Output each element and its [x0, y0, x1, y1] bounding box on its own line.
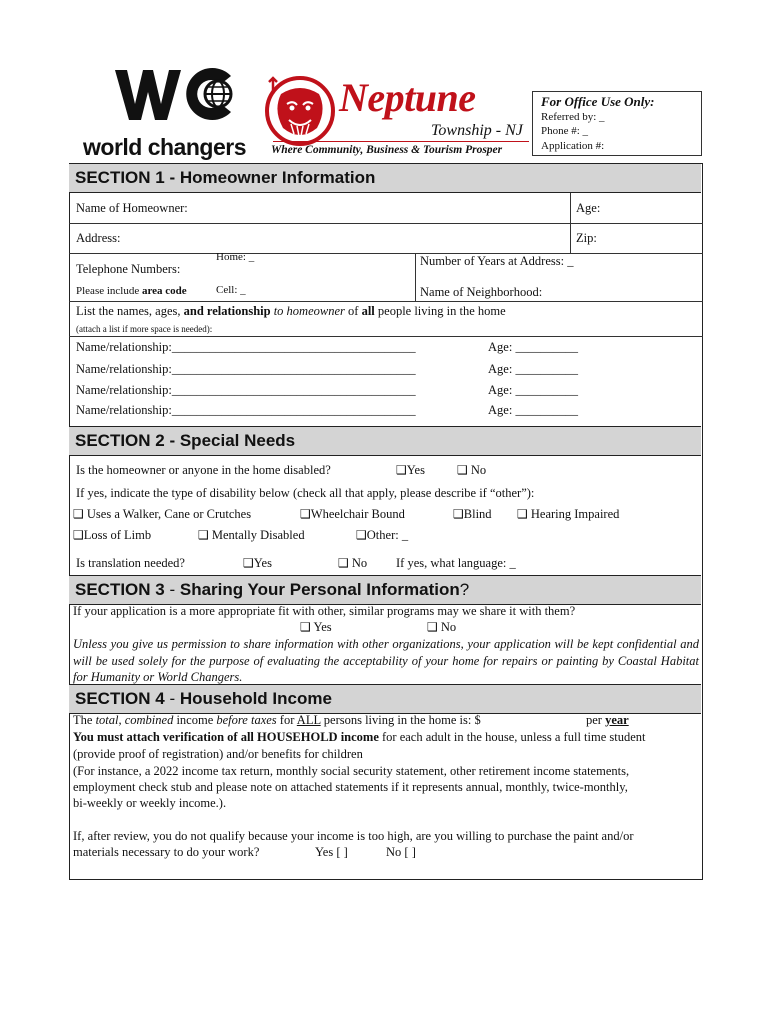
office-phone[interactable]: Phone #: _ — [541, 125, 589, 137]
row-label: Name/relationship: — [76, 403, 172, 417]
row-label: Name/relationship: — [76, 340, 172, 354]
option-label: Blind — [463, 507, 492, 521]
sharing-question: If your application is a more appropriate fit with other, similar programs may we share it with them? — [73, 604, 576, 618]
home-phone-field[interactable]: Home: _ — [216, 251, 255, 263]
verify-line-2: (provide proof of registration) and/or benefits for children — [73, 747, 363, 761]
option-label: No — [470, 463, 487, 477]
row-label: Name/relationship: — [76, 383, 172, 397]
address-field[interactable]: Address: — [76, 231, 121, 245]
option-label: Loss of Limb — [83, 528, 152, 542]
checkbox-icon[interactable]: ❑ — [73, 507, 84, 521]
limb-option[interactable] — [73, 528, 151, 543]
option-label: Yes — [313, 620, 332, 634]
checkbox-icon[interactable]: ❑ — [300, 507, 311, 521]
section1-header — [69, 163, 701, 193]
disability-type-question: If yes, indicate the type of disability below (check all that apply, please describe if “other”): — [76, 486, 535, 500]
option-label: Uses a Walker, Cane or Crutches — [86, 507, 252, 521]
age-input[interactable]: __________ — [515, 383, 578, 397]
office-referred[interactable]: Referred by: _ — [541, 110, 605, 123]
sharing-disclaimer: Unless you give us permission to share information with other organizations, your application will be kept confidential and will be used solely for the purpose of evaluating the acceptability of your home for repairs or painting by Coastal Habitat for Humanity or World Changers. — [73, 637, 699, 684]
inc-p2: total, combined — [95, 713, 174, 727]
area-code-bold: area code — [141, 285, 187, 297]
household-list-instructions — [76, 304, 506, 319]
verify-line — [73, 730, 646, 745]
neptune-logo — [261, 74, 531, 159]
verify-rest: for each adult in the house, unless a full time student — [378, 730, 646, 744]
sharing-no-option[interactable] — [427, 620, 456, 635]
list-p5: all — [361, 304, 375, 318]
section4-title-2: Household Income — [179, 689, 332, 708]
checkbox-icon[interactable]: ❑ — [453, 507, 464, 521]
option-label: Yes — [406, 463, 425, 477]
section1-title: SECTION 1 - Homeowner Information — [75, 168, 376, 187]
section2-title: SECTION 2 - Special Needs — [75, 431, 296, 450]
section3-title-1: SECTION 3 — [75, 580, 165, 599]
neptune-sub: Township - NJ — [431, 122, 523, 139]
row-age-label: Age: — [488, 340, 513, 354]
neptune-tagline: Where Community, Business & Tourism Prosper — [271, 144, 503, 156]
office-use-box — [532, 91, 702, 156]
income-line — [73, 713, 481, 728]
verify-bold: You must attach verification of all HOUSEHOLD income — [73, 730, 379, 744]
option-label: Hearing Impaired — [530, 507, 620, 521]
hearing-option[interactable] — [517, 507, 619, 522]
inc-p5: for — [276, 713, 297, 727]
list-p2: and relationship — [183, 304, 271, 318]
other-option[interactable] — [356, 528, 408, 543]
section3-dash: - — [164, 580, 180, 599]
checkbox-icon[interactable]: ❑ — [427, 620, 438, 634]
translation-question: Is translation needed? — [76, 556, 185, 570]
paint-question-2: materials necessary to do your work? — [73, 845, 260, 859]
section3-title-q: ? — [459, 580, 470, 599]
inc-p3: income — [173, 713, 217, 727]
list-p4: of — [344, 304, 362, 318]
paint-no-option[interactable]: No [ ] — [386, 845, 416, 859]
option-label: Wheelchair Bound — [310, 507, 405, 521]
example-line-2: employment check stub and please note on attached statements if it represents annual, monthly, twice-monthly, — [73, 780, 628, 794]
attach-note: (attach a list if more space is needed): — [76, 324, 213, 334]
homeowner-name-field[interactable]: Name of Homeowner: — [76, 201, 188, 215]
world-changers-logo — [83, 66, 253, 161]
option-label: Yes — [253, 556, 272, 570]
option-label: No — [351, 556, 368, 570]
checkbox-icon[interactable]: ❑ — [243, 556, 254, 570]
row-age-label: Age: — [488, 403, 513, 417]
neighborhood-field[interactable]: Name of Neighborhood: — [420, 285, 543, 299]
sec1-divider-h1 — [69, 223, 703, 224]
household-row — [76, 403, 416, 418]
household-row — [76, 340, 416, 355]
income-per-year — [586, 713, 629, 728]
year-label: year — [605, 713, 629, 727]
world-changers-name: world changers — [83, 134, 246, 160]
example-line-3: bi-weekly or weekly income.). — [73, 796, 227, 810]
age-input[interactable]: __________ — [515, 362, 578, 376]
checkbox-icon[interactable]: ❑ — [198, 528, 209, 542]
inc-p6: ALL — [296, 713, 321, 727]
checkbox-icon[interactable]: ❑ — [73, 528, 84, 542]
paint-yes-option[interactable]: Yes [ ] — [315, 845, 348, 859]
world-changers-mark — [113, 66, 253, 122]
checkbox-icon[interactable]: ❑ — [338, 556, 349, 570]
row-age-label: Age: — [488, 362, 513, 376]
per-label: per — [586, 713, 606, 727]
household-row-age — [488, 362, 578, 377]
sec1-divider-h3 — [69, 301, 703, 302]
inc-p7: persons living in the home is: $ — [320, 713, 481, 727]
name-relationship-input[interactable]: _______________________________________ — [171, 340, 416, 354]
row-label: Name/relationship: — [76, 362, 172, 376]
name-relationship-input[interactable]: _______________________________________ — [171, 403, 416, 417]
zip-field[interactable]: Zip: — [576, 231, 597, 245]
inc-p1: The — [73, 713, 96, 727]
checkbox-icon[interactable]: ❑ — [356, 528, 367, 542]
option-label: Other: _ — [366, 528, 409, 542]
mental-option[interactable] — [198, 528, 305, 543]
sec1-divider-h2 — [69, 253, 703, 254]
sec1-divider-h4 — [69, 336, 703, 337]
checkbox-icon[interactable]: ❑ — [300, 620, 311, 634]
checkbox-icon[interactable]: ❑ — [457, 463, 468, 477]
neptune-rule — [273, 141, 529, 142]
section3-header — [69, 575, 701, 605]
telephone-label: Telephone Numbers: — [76, 262, 181, 276]
section4-title-1: SECTION 4 — [75, 689, 165, 708]
neptune-name: Neptune — [339, 75, 476, 120]
office-title: For Office Use Only: — [541, 94, 655, 109]
household-row-age — [488, 403, 578, 418]
section3-title-2: Sharing Your Personal Information — [179, 580, 460, 599]
translation-no-option[interactable] — [338, 556, 367, 571]
sharing-yes-option[interactable] — [300, 620, 332, 635]
section4-header — [69, 684, 701, 714]
income-amount-input[interactable] — [520, 713, 580, 729]
language-field[interactable]: If yes, what language: _ — [396, 556, 516, 570]
name-relationship-input[interactable]: _______________________________________ — [171, 383, 416, 397]
section2-header — [69, 426, 701, 456]
walker-option[interactable] — [73, 507, 251, 522]
name-relationship-input[interactable]: _______________________________________ — [171, 362, 416, 376]
row-age-label: Age: — [488, 383, 513, 397]
disabled-question: Is the homeowner or anyone in the home disabled? — [76, 463, 331, 477]
list-p3: to homeowner — [270, 304, 345, 318]
household-row-age — [488, 340, 578, 355]
area-code-note — [76, 285, 187, 297]
example-line-1: (For instance, a 2022 income tax return, monthly social security statement, other retirement income statements, — [73, 764, 630, 778]
blind-option[interactable] — [453, 507, 492, 522]
age-input[interactable]: __________ — [515, 340, 578, 354]
area-code-pre: Please include — [76, 285, 142, 297]
age-input[interactable]: __________ — [515, 403, 578, 417]
checkbox-icon[interactable]: ❑ — [517, 507, 528, 521]
household-row-age — [488, 383, 578, 398]
cell-phone-field[interactable]: Cell: _ — [216, 284, 246, 296]
section4-dash: - — [164, 689, 180, 708]
inc-p4: before taxes — [216, 713, 277, 727]
household-row — [76, 383, 416, 398]
list-p6: people living in the home — [374, 304, 506, 318]
disabled-no-option[interactable] — [457, 463, 486, 478]
wheelchair-option[interactable] — [300, 507, 405, 522]
years-at-address-field[interactable]: Number of Years at Address: _ — [420, 254, 574, 268]
household-row — [76, 362, 416, 377]
sec1-divider-v2 — [415, 253, 416, 301]
checkbox-icon[interactable]: ❑ — [396, 463, 407, 477]
option-label: Mentally Disabled — [211, 528, 305, 542]
office-application[interactable]: Application #: — [541, 139, 605, 152]
paint-question-1: If, after review, you do not qualify because your income is too high, are you willing to purchase the paint and/or — [73, 829, 634, 843]
neptune-seal — [261, 74, 339, 148]
option-label: No — [440, 620, 457, 634]
homeowner-age-field[interactable]: Age: — [576, 201, 601, 215]
list-p1: List the names, ages, — [76, 304, 184, 318]
disabled-yes-option[interactable] — [396, 463, 425, 478]
translation-yes-option[interactable] — [243, 556, 272, 571]
